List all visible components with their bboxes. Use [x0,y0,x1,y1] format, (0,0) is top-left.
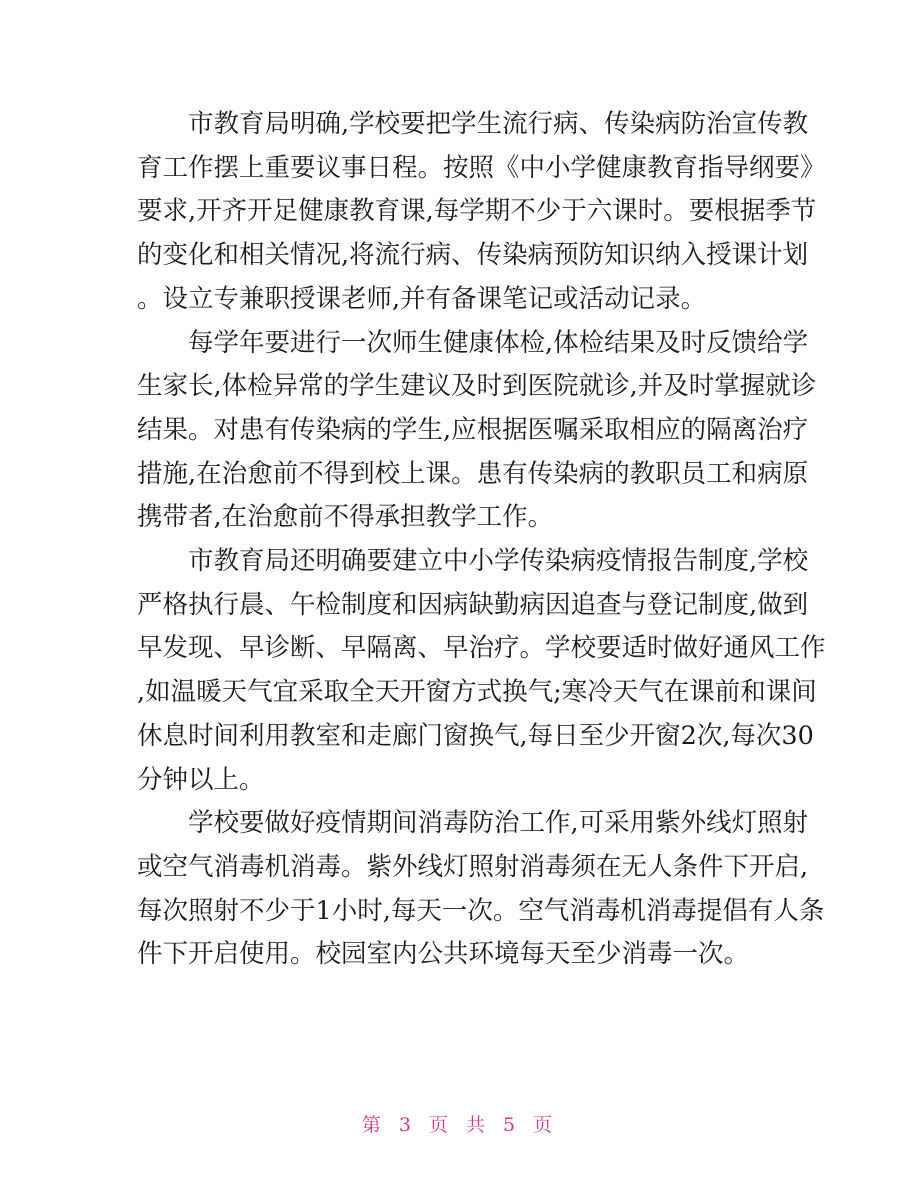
document-body [137,103,826,977]
paragraph-disinfection [137,802,825,977]
text-line: 育工作摆上重要议事日程。按照《中小学健康教育指导纲要》 [137,152,826,183]
text-line: 每次照射不少于1小时,每天一次。空气消毒机消毒提倡有人条 [137,895,825,926]
text-line: 生家长,体检异常的学生建议及时到医院就诊,并及时掌握就诊 [137,371,817,402]
text-line: 市教育局还明确要建立中小学传染病疫情报告制度,学校 [188,546,809,577]
text-line: 学校要做好疫情期间消毒防治工作,可采用紫外线灯照射 [188,808,809,839]
text-line: 早发现、早诊断、早隔离、早治疗。学校要适时做好通风工作 [137,633,826,664]
text-line: 携带者,在治愈前不得承担教学工作。 [137,502,554,533]
text-line: 。设立专兼职授课老师,并有备课笔记或活动记录。 [137,283,707,314]
text-line: 市教育局明确,学校要把学生流行病、传染病防治宣传教 [188,109,809,139]
text-line: 件下开启使用。校园室内公共环境每天至少消毒一次。 [137,939,750,970]
text-line: 或空气消毒机消毒。紫外线灯照射消毒须在无人条件下开启, [137,851,809,882]
text-line: 严格执行晨、午检制度和因病缺勤病因追查与登记制度,做到 [137,589,809,620]
text-line: 分钟以上。 [137,764,265,795]
page-number-footer: 第 3 页 共 5 页 [361,1114,559,1136]
text-line: 措施,在治愈前不得到校上课。患有传染病的教职员工和病原 [137,458,809,489]
text-line: 结果。对患有传染病的学生,应根据医嘱采取相应的隔离治疗 [137,414,809,445]
text-line: 要求,开齐开足健康教育课,每学期不少于六课时。要根据季节 [137,196,817,227]
text-line: 休息时间利用教室和走廊门窗换气,每日至少开窗2次,每次30 [137,720,814,751]
text-line: 的变化和相关情况,将流行病、传染病预防知识纳入授课计划 [137,240,809,271]
paragraph-health-checkup [137,322,817,541]
paragraph-epidemic-reporting [137,540,826,802]
text-line: 每学年要进行一次师生健康体检,体检结果及时反馈给学 [188,327,809,358]
paragraph-health-education [137,103,826,322]
text-line: ,如温暖天气宜采取全天开窗方式换气;寒冷天气在课前和课间 [137,677,817,708]
